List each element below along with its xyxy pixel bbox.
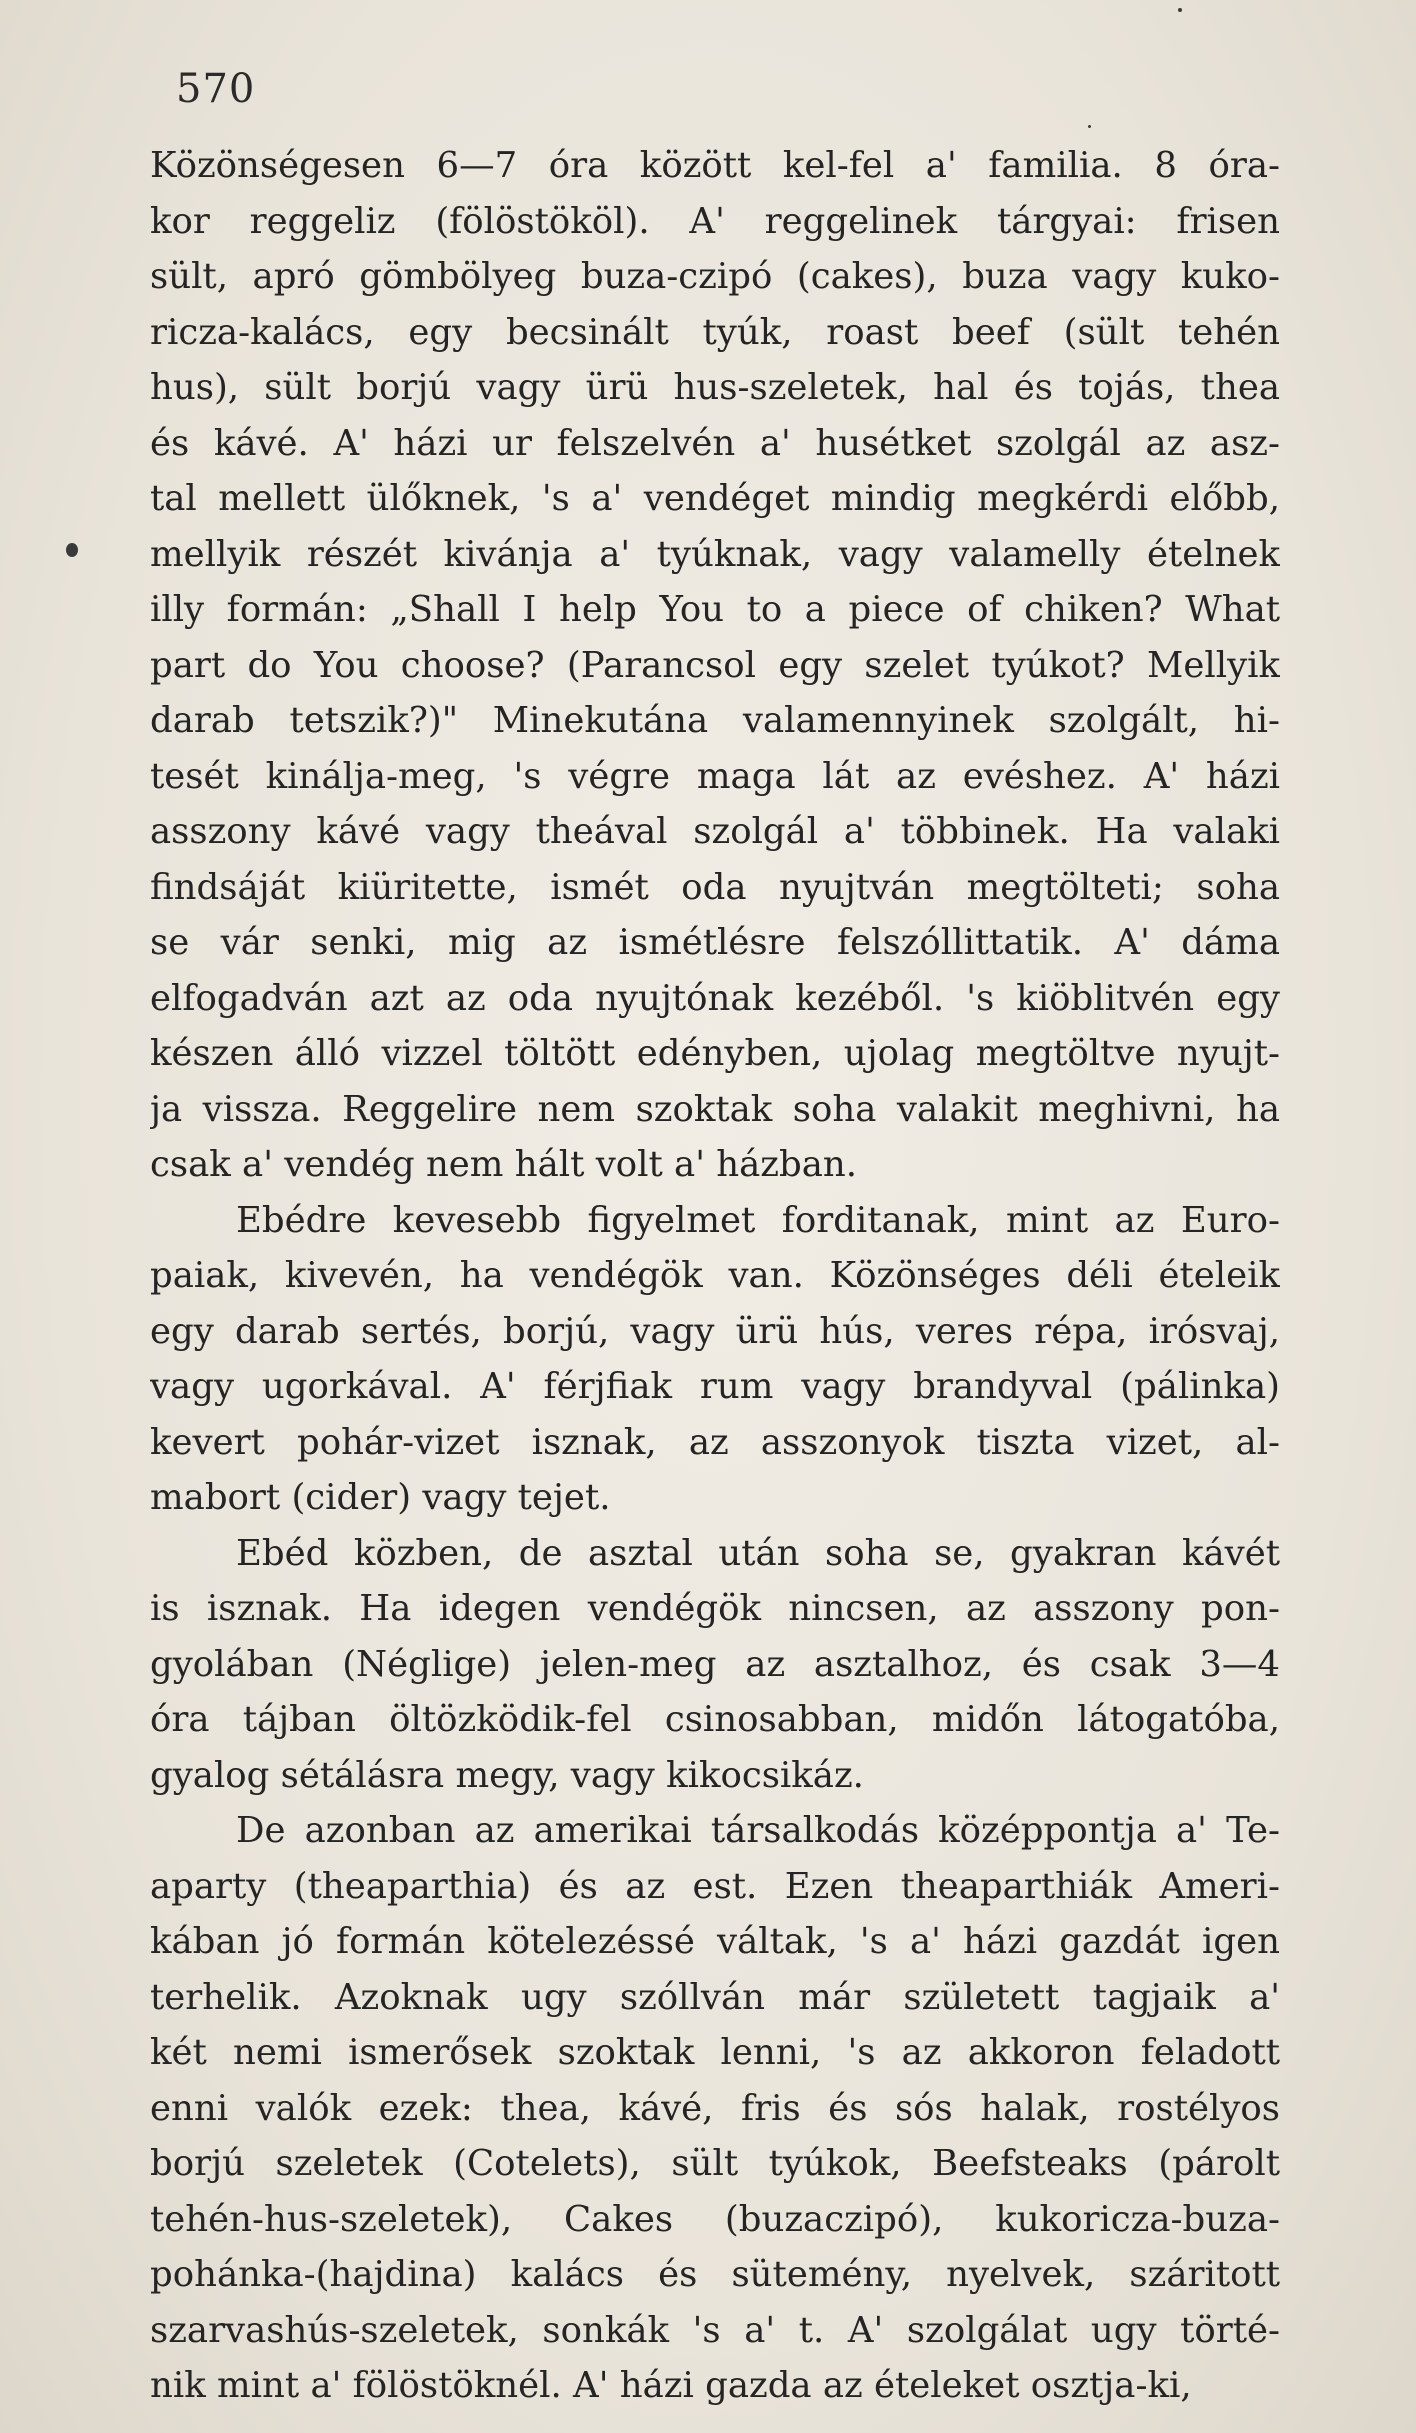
text-line: mellyik részét kivánja a' tyúknak, vagy valamelly ételnek (150, 533, 1280, 575)
text-line: kor reggeliz (fölöstököl). A' reggelinek tárgyai: frisen (150, 200, 1280, 242)
text-line: illy formán: „Shall I help You to a piece of chiken? What (150, 589, 1280, 630)
text-line: kában jó formán kötelezéssé váltak, 's a' házi gazdát igen (150, 1921, 1280, 1962)
text-line: hus), sült borjú vagy ürü hus-szeletek, hal és tojás, thea (150, 367, 1280, 408)
text-line: tesét kinálja-meg, 's végre maga lát az evéshez. A' házi (150, 755, 1280, 797)
text-line: part do You choose? (Parancsol egy szelet tyúkot? Mellyik (150, 644, 1280, 686)
text-line: Ebéd közben, de asztal után soha se, gyakran kávét (236, 1532, 1280, 1574)
text-line: mabort (cider) vagy tejet. (150, 1477, 611, 1518)
text-line: sült, apró gömbölyeg buza-czipó (cakes), buza vagy kuko- (150, 256, 1280, 297)
text-line: borjú szeletek (Cotelets), sült tyúkok, Beefsteaks (párolt (150, 2143, 1280, 2184)
ink-speck (66, 543, 78, 557)
text-line: terhelik. Azoknak ugy szóllván már született tagjaik a' (150, 1976, 1280, 2018)
text-line: Ebédre kevesebb figyelmet forditanak, mint az Euro- (236, 1199, 1280, 1241)
text-line: asszony kávé vagy theával szolgál a' többinek. Ha valaki (150, 811, 1280, 852)
text-line: és kávé. A' házi ur felszelvén a' husétket szolgál az asz- (150, 422, 1280, 464)
text-line: is isznak. Ha idegen vendégök nincsen, az asszony pon- (150, 1588, 1280, 1629)
text-line: Közönségesen 6—7 óra között kel-fel a' familia. 8 óra- (150, 145, 1280, 186)
page-number: 570 (176, 66, 256, 112)
text-line: enni valók ezek: thea, kávé, fris és sós halak, rostélyos (150, 2087, 1280, 2129)
text-line: paiak, kivevén, ha vendégök van. Közönséges déli ételeik (150, 1255, 1280, 1296)
text-line: egy darab sertés, borjú, vagy ürü hús, veres répa, irósvaj, (150, 1310, 1280, 1352)
text-line: elfogadván azt az oda nyujtónak kezéből. 's kiöblitvén egy (150, 977, 1280, 1019)
text-line: kevert pohár-vizet isznak, az asszonyok tiszta vizet, al- (150, 1421, 1280, 1463)
text-line: gyalog sétálásra megy, vagy kikocsikáz. (150, 1754, 864, 1796)
text-line: gyolában (Néglige) jelen-meg az asztalhoz, és csak 3—4 (150, 1643, 1280, 1685)
text-line: két nemi ismerősek szoktak lenni, 's az akkoron feladott (150, 2032, 1280, 2073)
text-line: csak a' vendég nem hált volt a' házban. (150, 1144, 858, 1185)
text-line: pohánka-(hajdina) kalács és sütemény, nyelvek, száritott (150, 2254, 1280, 2295)
text-line: szarvashús-szeletek, sonkák 's a' t. A' szolgálat ugy törté- (150, 2309, 1280, 2351)
text-line: óra tájban öltözködik-fel csinosabban, midőn látogatóba, (150, 1699, 1280, 1740)
text-line: nik mint a' fölöstöknél. A' házi gazda az ételeket osztja-ki, (150, 2365, 1192, 2406)
text-line: aparty (theaparthia) és az est. Ezen theaparthiák Ameri- (150, 1865, 1280, 1907)
body-text (150, 138, 1280, 2414)
text-line: tehén-hus-szeletek), Cakes (buzaczipó), kukoricza-buza- (150, 2198, 1280, 2240)
text-line: se vár senki, mig az ismétlésre felszóllittatik. A' dáma (150, 922, 1280, 963)
text-line: darab tetszik?)" Minekutána valamennyinek szolgált, hi- (150, 700, 1280, 741)
text-line: ja vissza. Reggelire nem szoktak soha valakit meghivni, ha (150, 1088, 1280, 1130)
text-line: findsáját kiüritette, ismét oda nyujtván megtölteti; soha (150, 866, 1280, 908)
text-line: tal mellett ülőknek, 's a' vendéget mindig megkérdi előbb, (150, 478, 1280, 519)
text-line: De azonban az amerikai társalkodás középpontja a' Te- (236, 1810, 1280, 1851)
text-line: ricza-kalács, egy becsinált tyúk, roast beef (sült tehén (150, 311, 1280, 353)
text-line: vagy ugorkával. A' férjfiak rum vagy brandyval (pálinka) (150, 1366, 1280, 1407)
text-line: készen álló vizzel töltött edényben, ujolag megtöltve nyujt- (150, 1033, 1280, 1074)
ink-speck (1088, 125, 1091, 128)
ink-speck (1178, 8, 1182, 12)
